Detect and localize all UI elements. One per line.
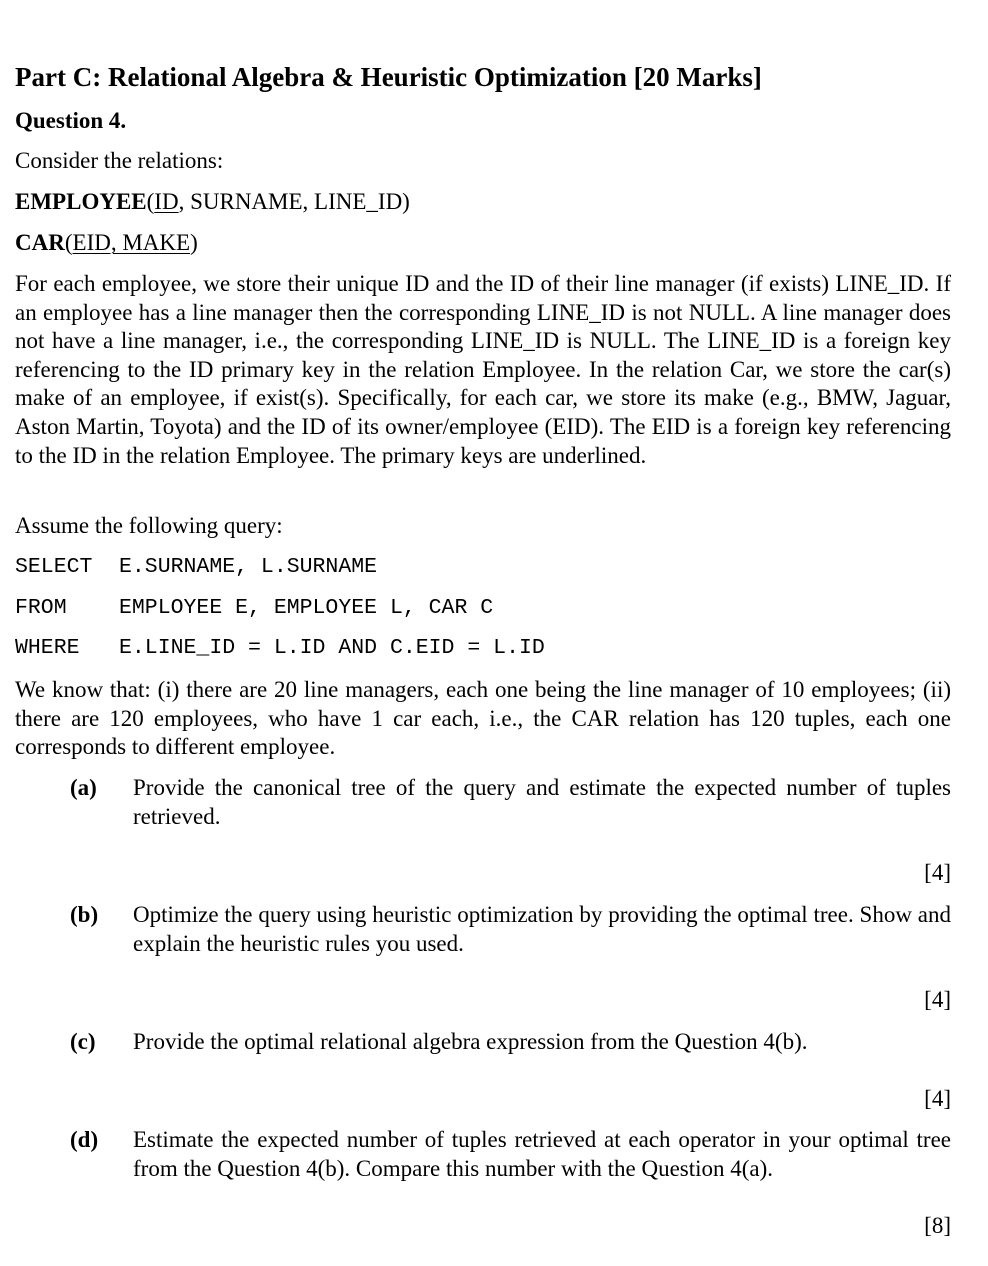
sql-where-keyword: WHERE: [15, 636, 80, 660]
car-relation-close: ): [190, 230, 198, 255]
sql-from-keyword: FROM: [15, 596, 67, 620]
car-relation-open: (: [64, 230, 73, 255]
description-paragraph: For each employee, we store their unique ID and the ID of their line manager (if exists) LINE_ID. If an employee has a line manager then the corresponding LINE_ID is not NULL. A line manager does not have a line manager, i.e., the corresponding LINE_ID is NULL. The LINE_ID is a foreign key referencing to the ID primary key in the relation Employee. In the relation Car, we store the car(s) make of an employee, if exist(s). Specifically, for each car, we store its make (e.g., BMW, Jaguar, Aston Martin, Toyota) and the ID of its owner/employee (EID). The EID is a foreign key referencing to the ID in the relation Employee. The primary keys are underlined.: [15, 271, 951, 468]
sql-from-tables: EMPLOYEE E, EMPLOYEE L, CAR C: [119, 596, 494, 620]
subquestion-b-marks: [4]: [924, 987, 951, 1012]
sql-select-columns: E.SURNAME, L.SURNAME: [119, 555, 378, 579]
subquestion-a-text: Provide the canonical tree of the query and estimate the expected number of tuples retrieved.: [133, 775, 951, 829]
car-primary-key: EID, MAKE: [72, 230, 191, 255]
employee-relation-open: (: [146, 189, 155, 214]
part-title: Part C: Relational Algebra & Heuristic Optimization [20 Marks]: [15, 62, 762, 92]
sql-select-keyword: SELECT: [15, 555, 93, 579]
facts-paragraph: We know that: (i) there are 20 line managers, each one being the line manager of 10 employees; (ii) there are 120 employees, who have 1 car each, i.e., the CAR relation has 120 tuples, each one corresponds to different employee.: [15, 677, 951, 760]
sql-select-line: [15, 553, 377, 581]
subquestion-b-text: Optimize the query using heuristic optimization by providing the optimal tree. Show and explain the heuristic rules you used.: [133, 902, 951, 956]
sql-where-conditions: E.LINE_ID = L.ID AND C.EID = L.ID: [119, 636, 545, 660]
car-relation: [15, 229, 198, 258]
subquestion-c-text: Provide the optimal relational algebra expression from the Question 4(b).: [133, 1029, 808, 1054]
subquestion-b-label: (b): [70, 902, 99, 927]
sql-from-line: [15, 594, 493, 622]
subquestion-c-marks: [4]: [924, 1086, 951, 1111]
employee-relation-name: EMPLOYEE: [15, 189, 147, 214]
sql-where-line: [15, 634, 545, 662]
query-intro: Assume the following query:: [15, 513, 283, 538]
subquestion-d-marks: [8]: [924, 1213, 951, 1238]
employee-relation: [15, 188, 410, 217]
intro-text: Consider the relations:: [15, 148, 224, 173]
employee-primary-key: ID: [154, 189, 179, 214]
subquestion-d-label: (d): [70, 1127, 99, 1152]
subquestion-c-label: (c): [70, 1029, 96, 1054]
subquestion-a-marks: [4]: [924, 860, 951, 885]
car-relation-name: CAR: [15, 230, 65, 255]
exam-page: [15, 0, 951, 1266]
subquestion-a-label: (a): [70, 775, 97, 800]
question-label: Question 4.: [15, 108, 127, 133]
employee-relation-attributes: , SURNAME, LINE_ID): [178, 189, 410, 214]
subquestion-d-text: Estimate the expected number of tuples retrieved at each operator in your optimal tree from the Question 4(b). Compare this number with the Question 4(a).: [133, 1127, 951, 1181]
